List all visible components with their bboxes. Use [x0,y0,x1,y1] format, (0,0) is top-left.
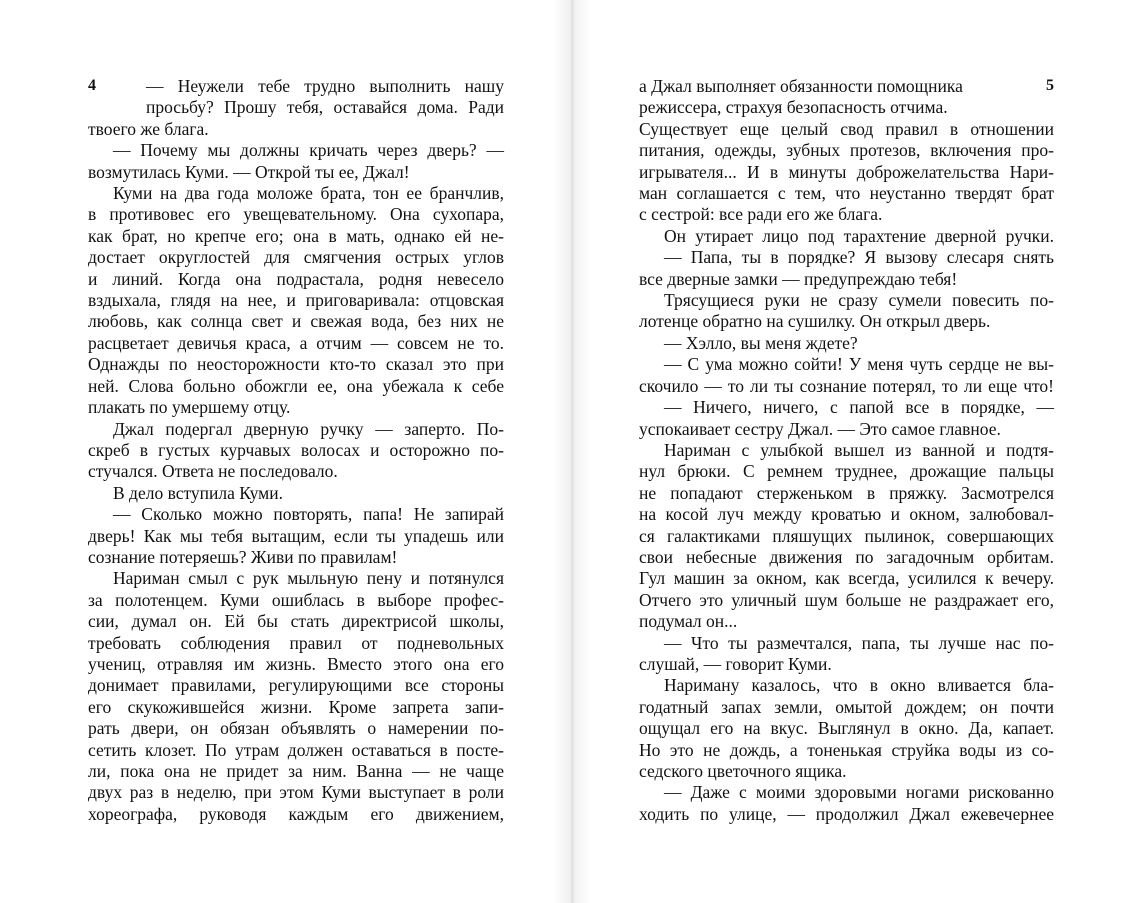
text-line: Отчего это уличный шум больше не раздражает его, [639,589,1054,610]
text-line: все дверные замки — предупреждаю тебя! [639,268,958,289]
text-line: Однажды по неосторожности кто-то сказал это при [88,354,504,375]
text-line: скреб в густых курчавых волосах и осторожно по- [88,439,504,460]
text-line: в противовес его увещевательному. Она сухопара, [88,204,504,225]
text-line: нул брюки. С ремнем труднее, дрожащие пальцы [639,461,1054,482]
text-line: ощущал его на вкус. Выглянул в окно. Да, капает. [639,718,1054,739]
text-line: ман соглашается с тем, что неустанно твердят брат [639,183,1054,204]
text-line: успокаивает сестру Джал. — Это самое главное. [639,418,1001,439]
text-line: — Что ты размечтался, папа, ты лучше нас по- [664,632,1054,653]
text-line: — Даже с моими здоровыми ногами рискованно [664,782,1054,803]
text-line: не попадают стерженьком в пряжку. Засмотрелся [639,482,1054,503]
text-line: возмутилась Куми. — Открой ты ее, Джал! [88,161,410,182]
text-line: Нариману казалось, что в окно вливается бла- [664,675,1054,696]
text-line: Гул машин за окном, как всегда, усилился к вечеру. [639,568,1054,589]
text-line: плакать по умершему отцу. [88,397,291,418]
text-line: В дело вступила Куми. [113,482,283,503]
text-line: вздыхала, глядя на нее, и приговаривала: отцовская [88,290,504,311]
text-line: Он утирает лицо под тарахтение дверной ручки. [664,225,1054,246]
text-line: на косой луч между кроватью и окном, залюбовал- [639,504,1054,525]
left-page-number: 4 [88,77,96,94]
left-page-text [88,76,504,825]
text-line: рать двери, он обязан объявлять о намерении по- [88,718,504,739]
text-line: сии, думал он. Ей бы стать директрисой школы, [88,611,504,632]
text-line: как брат, но крепче его; она в мать, однако ей не- [88,225,504,246]
right-page-number: 5 [1046,77,1054,94]
left-page [0,0,571,903]
text-line: за полотенцем. Куми ошиблась в выборе профес- [88,589,504,610]
text-line: с сестрой: все ради его же блага. [639,204,883,225]
right-page [571,0,1143,903]
text-line: ся галактиками пляшущих пылинок, совершающих [639,525,1054,546]
text-line: хореографа, руководя каждым его движением, [88,803,504,824]
text-line: любовь, как солнца свет и свежая вода, без них не [88,311,504,332]
text-line: стучался. Ответа не последовало. [88,461,338,482]
text-line: донимает правилами, регулирующими все стороны [88,675,504,696]
text-line: скочило — то ли ты сознание потерял, то ли еще что! [639,375,1054,396]
text-line: Джал подергал дверную ручку — заперто. По- [113,418,504,439]
text-line: достает округлостей для смягчения острых углов [88,247,504,268]
text-line: а Джал выполняет обязанности помощника [639,76,963,96]
text-line: дверь! Как мы тебя вытащим, если ты упадешь или [88,525,504,546]
text-line: Существует еще целый свод правил в отношении [639,118,1054,139]
text-line: слушай, — говорит Куми. [639,653,832,674]
text-line: его скукожившейся жизни. Кроме запрета запи- [88,696,504,717]
text-line: Трясущиеся руки не сразу сумели повесить по- [664,290,1054,311]
text-line: свои небесные движения по загадочным орбитам. [639,546,1054,567]
text-line: учениц, отравляя им жизнь. Вместо этого она его [88,653,504,674]
text-line: — Почему мы должны кричать через дверь? — [113,140,504,161]
right-page-text [639,76,1054,825]
text-line: подумал он... [639,611,738,632]
text-line: сетить клозет. По утрам должен оставаться в посте- [88,739,504,760]
text-line: расцветает девичья краса, а отчим — совсем не то. [88,332,504,353]
text-line: Нариман смыл с рук мыльную пену и потянулся [113,568,504,589]
text-line: режиссера, страхуя безопасность отчима. [639,97,948,118]
text-line: ходить по улице, — продолжил Джал ежевечернее [639,803,1054,824]
text-line: годатный запах земли, омытой дождем; он почти [639,696,1054,717]
text-line: седского цветочного ящика. [639,761,847,781]
text-line: Нариман с улыбкой вышел из ванной и подтя- [664,439,1054,460]
text-line: питания, одежды, зубных протезов, включения про- [639,140,1054,161]
text-line: просьбу? Прошу тебя, оставайся дома. Ради [146,97,504,118]
text-line: лотенце обратно на сушилку. Он открыл дверь. [639,311,991,332]
text-line: — Неужели тебе трудно выполнить нашу [146,76,504,96]
text-line: сознание потеряешь? Живи по правилам! [88,546,398,567]
text-line: Но это не дождь, а тоненькая струйка воды из со- [639,739,1054,760]
text-line: — Папа, ты в порядке? Я вызову слесаря снять [664,247,1054,268]
text-line: — Ничего, ничего, с папой все в порядке, — [664,397,1054,418]
text-line: твоего же блага. [88,118,209,139]
text-line: двух раз в неделю, при этом Куми выступает в роли [88,782,504,803]
text-line: — Сколько можно повторять, папа! Не запирай [113,504,504,525]
text-line: ли, пока она не придет за ним. Ванна — не чаще [88,761,504,781]
text-line: — С ума можно сойти! У меня чуть сердце не вы- [664,354,1054,375]
text-line: ней. Слова больно обожгли ее, она убежала к себе [88,375,504,396]
text-line: требовать соблюдения правил от подневольных [88,632,504,653]
text-line: и линий. Когда она подрастала, родня невесело [88,268,504,289]
text-line: — Хэлло, вы меня ждете? [664,332,858,353]
text-line: Куми на два года моложе брата, тон ее бранчлив, [113,183,504,204]
text-line: игрывателя... И в минуты доброжелательства Нари- [639,161,1054,182]
